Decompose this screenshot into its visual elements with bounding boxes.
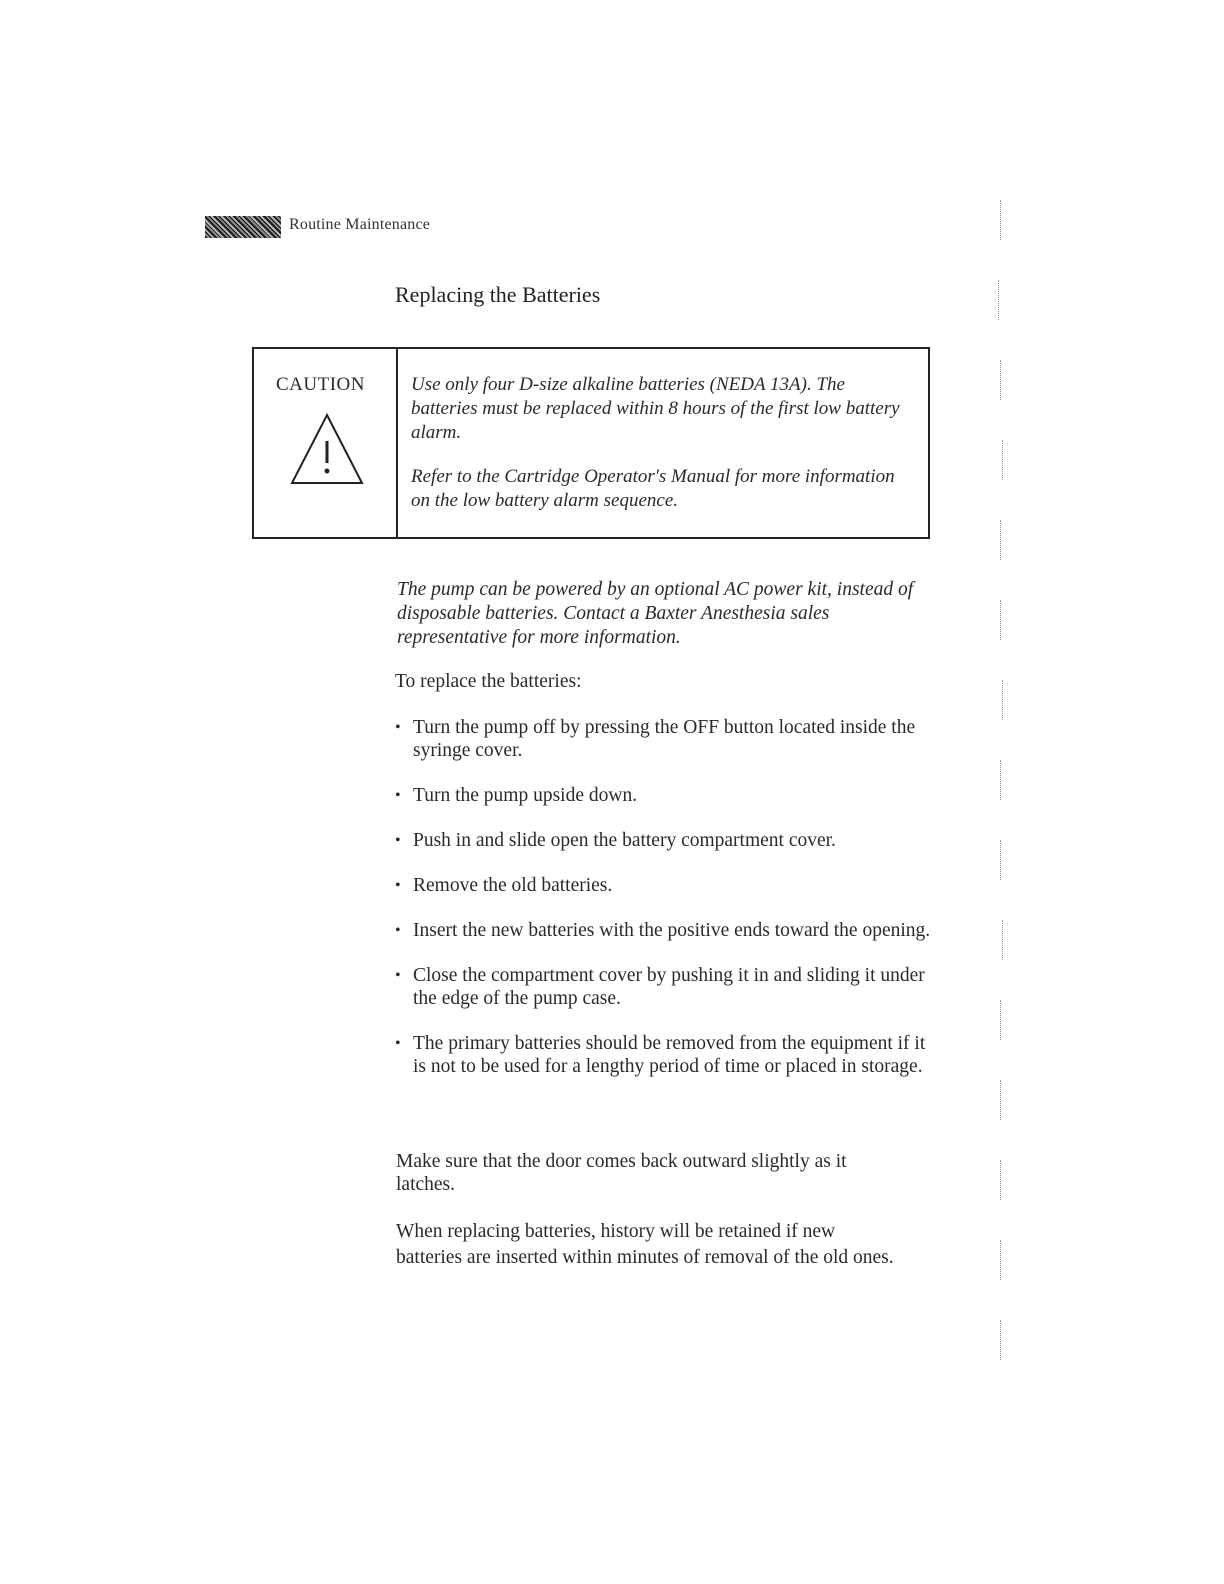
caution-text <box>411 373 901 533</box>
list-item: • Close the compartment cover by pushing it in and sliding it under the edge of the pump case. <box>395 964 935 1010</box>
steps-list <box>395 716 935 1100</box>
warning-triangle-icon <box>288 411 366 487</box>
section-name: Routine Maintenance <box>289 216 431 233</box>
list-item: • Insert the new batteries with the positive ends toward the opening. <box>395 919 935 942</box>
caution-divider <box>396 349 398 537</box>
caution-label: CAUTION <box>276 374 365 395</box>
ac-power-note: The pump can be powered by an optional AC power kit, instead of disposable batteries. Contact a Baxter Anesthesia sales representative for more information. <box>397 579 914 648</box>
page-title: Replacing the Batteries <box>395 282 601 307</box>
list-item: • Push in and slide open the battery compartment cover. <box>395 829 935 852</box>
list-item: • Turn the pump upside down. <box>395 784 935 807</box>
caution-box <box>252 347 930 539</box>
list-item: • Turn the pump off by pressing the OFF button located inside the syringe cover. <box>395 716 935 762</box>
section-header-graphic <box>205 216 281 238</box>
caution-paragraph-2: Refer to the Cartridge Operator's Manual for more information on the low battery alarm sequence. <box>411 466 895 511</box>
door-paragraph: Make sure that the door comes back outward slightly as it latches. <box>396 1151 847 1195</box>
steps-intro: To replace the batteries: <box>395 671 582 692</box>
list-item: • The primary batteries should be removed from the equipment if it is not to be used for a lengthy period of time or placed in storage. <box>395 1032 935 1078</box>
history-paragraph: When replacing batteries, history will be retained if new batteries are inserted within minutes of removal of the old ones. <box>396 1221 894 1268</box>
binding-margin-marks <box>940 200 1020 1380</box>
list-item: • Remove the old batteries. <box>395 874 935 897</box>
caution-paragraph-1: Use only four D-size alkaline batteries (NEDA 13A). The batteries must be replaced within 8 hours of the first low battery alarm. <box>411 374 900 443</box>
